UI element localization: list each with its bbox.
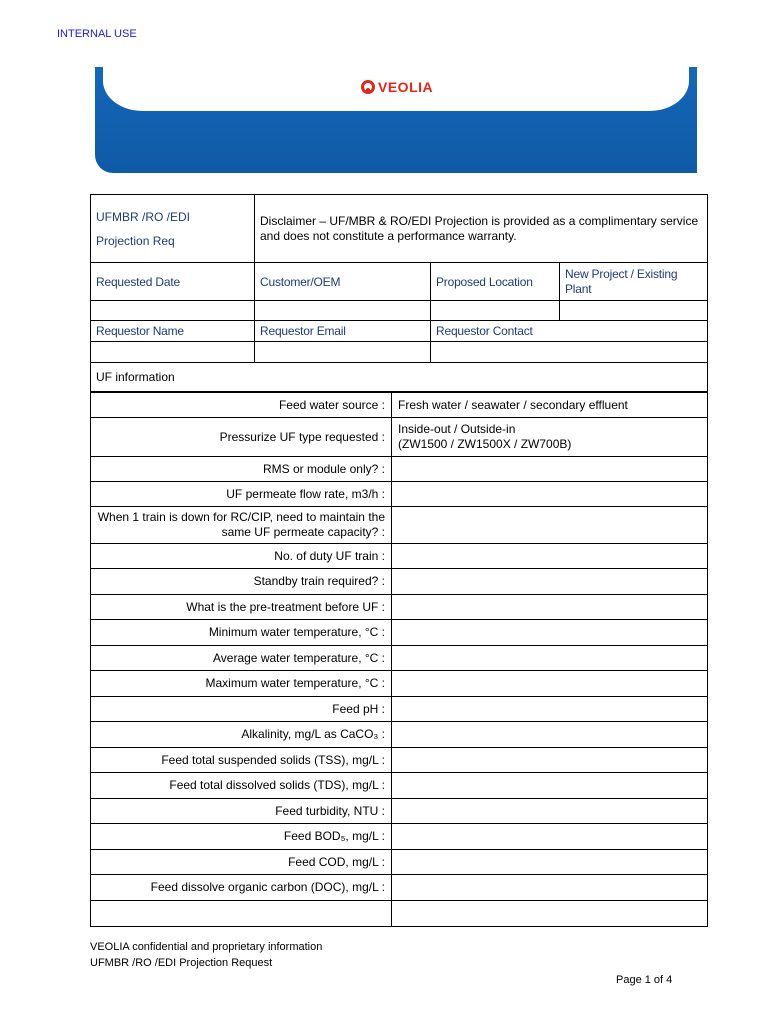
table-row (91, 457, 708, 482)
uf-question-label: Feed dissolve organic carbon (DOC), mg/L : (91, 875, 392, 901)
new-project-label: New Project / Existing Plant (560, 263, 708, 301)
requestor-name-label: Requestor Name (91, 321, 255, 342)
uf-question-label: Minimum water temperature, °C : (91, 620, 392, 646)
requestor-contact-field[interactable] (431, 342, 708, 363)
uf-answer-field[interactable] (392, 824, 708, 850)
uf-question-label: RMS or module only? : (91, 457, 392, 482)
uf-information-heading: UF information (91, 363, 708, 392)
uf-answer-field[interactable] (392, 722, 708, 748)
requestor-email-field[interactable] (255, 342, 431, 363)
logo-text: VEOLIA (378, 79, 434, 95)
table-row (91, 671, 708, 697)
footer-document-title: UFMBR /RO /EDI Projection Request (90, 957, 273, 969)
new-project-field[interactable] (560, 301, 708, 321)
uf-question-label: When 1 train is down for RC/CIP, need to maintain the same UF permeate capacity? : (91, 507, 392, 544)
customer-oem-field[interactable] (255, 301, 431, 321)
requestor-contact-label: Requestor Contact (431, 321, 708, 342)
disclaimer-text: Disclaimer – UF/MBR & RO/EDI Projection is provided as a complimentary service and does not constitute a performance warranty. (255, 195, 708, 263)
header-banner (95, 67, 697, 173)
form-title-line2: Projection Req (96, 233, 175, 248)
table-row (91, 748, 708, 773)
table-row (91, 569, 708, 595)
uf-answer-field[interactable] (392, 569, 708, 595)
uf-answer-field[interactable] (392, 457, 708, 482)
uf-answer-field[interactable] (392, 671, 708, 697)
footer-confidential: VEOLIA confidential and proprietary information (90, 941, 323, 953)
uf-question-label: Standby train required? : (91, 569, 392, 595)
uf-question-label: No. of duty UF train : (91, 544, 392, 569)
uf-question-label (91, 901, 392, 927)
table-row (91, 875, 708, 901)
table-row (91, 646, 708, 671)
table-row (91, 620, 708, 646)
requested-date-field[interactable] (91, 301, 255, 321)
request-header-table (90, 194, 708, 392)
table-row (91, 799, 708, 824)
uf-question-label: Feed COD, mg/L : (91, 850, 392, 875)
uf-answer-field[interactable]: Inside-out / Outside-in (ZW1500 / ZW1500X / ZW700B) (392, 418, 708, 457)
requestor-email-label: Requestor Email (255, 321, 431, 342)
table-row (91, 595, 708, 620)
page-number: Page 1 of 4 (616, 974, 673, 986)
table-row (91, 697, 708, 722)
uf-answer-field[interactable]: Fresh water / seawater / secondary effluent (392, 393, 708, 418)
table-row (91, 418, 708, 457)
requestor-name-field[interactable] (91, 342, 255, 363)
table-row (91, 482, 708, 507)
table-row (91, 824, 708, 850)
uf-question-label: Pressurize UF type requested : (91, 418, 392, 457)
uf-question-label: Feed turbidity, NTU : (91, 799, 392, 824)
uf-information-table (90, 392, 708, 927)
table-row (91, 773, 708, 799)
uf-answer-field[interactable] (392, 544, 708, 569)
uf-answer-field[interactable] (392, 507, 708, 544)
proposed-location-field[interactable] (431, 301, 560, 321)
uf-question-label: Feed water source : (91, 393, 392, 418)
proposed-location-label: Proposed Location (431, 263, 560, 301)
uf-question-label: Average water temperature, °C : (91, 646, 392, 671)
table-row (91, 507, 708, 544)
table-row (91, 722, 708, 748)
uf-answer-field[interactable] (392, 595, 708, 620)
uf-question-label: Feed BOD₅, mg/L : (91, 824, 392, 850)
form-title (91, 195, 255, 263)
table-row (91, 544, 708, 569)
uf-question-label: Feed total dissolved solids (TDS), mg/L : (91, 773, 392, 799)
customer-oem-label: Customer/OEM (255, 263, 431, 301)
uf-answer-field[interactable] (392, 850, 708, 875)
uf-question-label: UF permeate flow rate, m3/h : (91, 482, 392, 507)
table-row (91, 850, 708, 875)
uf-answer-field[interactable] (392, 620, 708, 646)
uf-question-label: Maximum water temperature, °C : (91, 671, 392, 697)
uf-question-label: Feed total suspended solids (TSS), mg/L : (91, 748, 392, 773)
uf-answer-field[interactable] (392, 875, 708, 901)
uf-question-label: Feed pH : (91, 697, 392, 722)
uf-answer-field[interactable] (392, 773, 708, 799)
uf-answer-field[interactable] (392, 799, 708, 824)
veolia-logo-icon (361, 80, 375, 94)
uf-answer-field[interactable] (392, 697, 708, 722)
uf-question-label: Alkalinity, mg/L as CaCO₃ : (91, 722, 392, 748)
uf-answer-field[interactable] (392, 646, 708, 671)
veolia-logo (361, 79, 433, 95)
form-title-line1: UFMBR /RO /EDI (96, 209, 191, 224)
uf-answer-field[interactable] (392, 482, 708, 507)
uf-answer-field[interactable] (392, 748, 708, 773)
uf-answer-field[interactable] (392, 901, 708, 927)
requested-date-label: Requested Date (91, 263, 255, 301)
table-row (91, 901, 708, 927)
table-row (91, 393, 708, 418)
uf-question-label: What is the pre-treatment before UF : (91, 595, 392, 620)
internal-use-label: INTERNAL USE (57, 28, 137, 40)
